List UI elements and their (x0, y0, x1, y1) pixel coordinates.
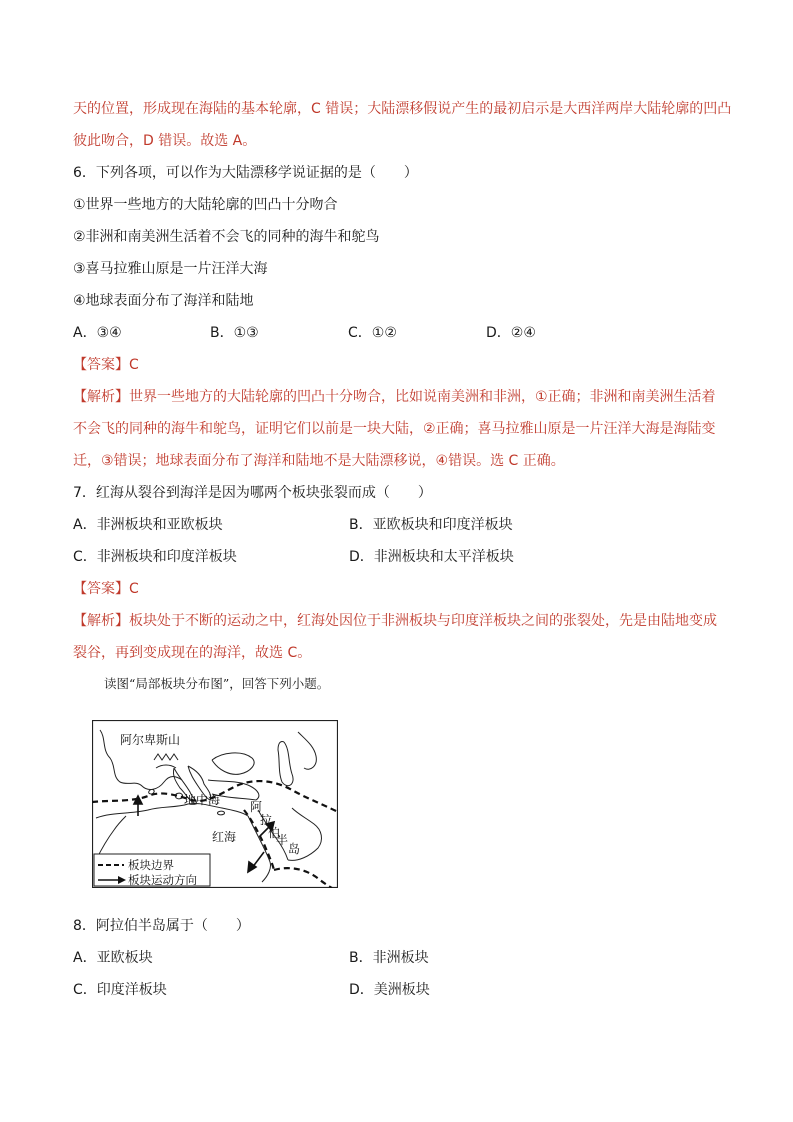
question-6-answer (73, 355, 139, 375)
question-8-option-b: B．非洲板块 (349, 950, 429, 966)
question-6-option-d: D．②④ (486, 325, 536, 341)
question-8-option-d: D．美洲板块 (349, 982, 430, 998)
question-8-stem: 8．阿拉伯半岛属于（ ） (73, 918, 250, 934)
question-6-item-3: ③喜马拉雅山原是一片汪洋大海 (73, 261, 268, 277)
question-7-option-d: D．非洲板块和太平洋板块 (349, 549, 514, 565)
answer-value: C (129, 357, 139, 373)
question-8-option-a: A．亚欧板块 (73, 950, 153, 966)
label-arabia-1: 阿 (250, 800, 263, 814)
question-6-option-a: A．③④ (73, 325, 122, 341)
question-6-option-b: B．①③ (210, 325, 259, 341)
label-alps: 阿尔卑斯山 (120, 733, 181, 747)
question-6-item-1: ①世界一些地方的大陆轮廓的凹凸十分吻合 (73, 197, 338, 213)
answer-tag: 【答案】 (73, 357, 129, 373)
map-intro-text: 读图“局部板块分布图”，回答下列小题。 (104, 676, 330, 691)
analysis-tag: 【解析】 (73, 389, 129, 405)
plate-distribution-map (92, 720, 338, 888)
question-6-analysis-line-3: 迁，③错误；地球表面分布了海洋和陆地不是大陆漂移说，④错误。选 C 正确。 (73, 453, 565, 469)
question-7-option-c: C．非洲板块和印度洋板块 (73, 549, 237, 565)
question-7-analysis-line-2: 裂谷，再到变成现在的海洋，故选 C。 (73, 645, 312, 661)
legend-boundary-label: 板块边界 (128, 858, 174, 872)
analysis-continuation-line-2: 彼此吻合，D 错误。故选 A。 (73, 133, 257, 149)
question-6-analysis-line-1 (73, 387, 716, 407)
answer-tag: 【答案】 (73, 581, 129, 597)
question-7-answer (73, 579, 139, 599)
question-6-item-2: ②非洲和南美洲生活着不会飞的同种的海牛和鸵鸟 (73, 229, 380, 245)
analysis-continuation-line-1: 天的位置，形成现在海陆的基本轮廓，C 错误；大陆漂移假说产生的最初启示是大西洋两岸大陆轮廓的凹凸 (73, 101, 732, 117)
question-6-option-c: C．①② (348, 325, 397, 341)
question-8-option-c: C．印度洋板块 (73, 982, 167, 998)
analysis-text: 世界一些地方的大陆轮廓的凹凸十分吻合，比如说南美洲和非洲，①正确；非洲和南美洲生活着 (129, 389, 716, 405)
legend-motion-label: 板块运动方向 (128, 873, 197, 887)
question-6-analysis-line-2: 不会飞的同种的海牛和鸵鸟，证明它们以前是一块大陆，②正确；喜马拉雅山原是一片汪洋大海是海陆变 (73, 421, 716, 437)
map-legend (94, 854, 210, 887)
label-arabia-4: 半 (276, 833, 289, 847)
question-6-item-4: ④地球表面分布了海洋和陆地 (73, 293, 254, 309)
label-arabia-2: 拉 (260, 813, 273, 827)
question-7-option-a: A．非洲板块和亚欧板块 (73, 517, 223, 533)
question-7-stem: 7．红海从裂谷到海洋是因为哪两个板块张裂而成（ ） (73, 485, 432, 501)
label-red-sea: 红海 (212, 830, 237, 844)
label-arabia-3: 伯 (268, 826, 281, 840)
analysis-tag: 【解析】 (73, 613, 129, 629)
answer-value: C (129, 581, 139, 597)
question-7-analysis-line-1 (73, 611, 717, 631)
question-6-stem: 6．下列各项，可以作为大陆漂移学说证据的是（ ） (73, 165, 418, 181)
label-mediterranean: 地中海 (184, 793, 221, 807)
label-arabia-5: 岛 (288, 842, 301, 856)
analysis-text: 板块处于不断的运动之中，红海处因位于非洲板块与印度洋板块之间的张裂处，先是由陆地变成 (129, 613, 717, 629)
question-7-option-b: B．亚欧板块和印度洋板块 (349, 517, 513, 533)
